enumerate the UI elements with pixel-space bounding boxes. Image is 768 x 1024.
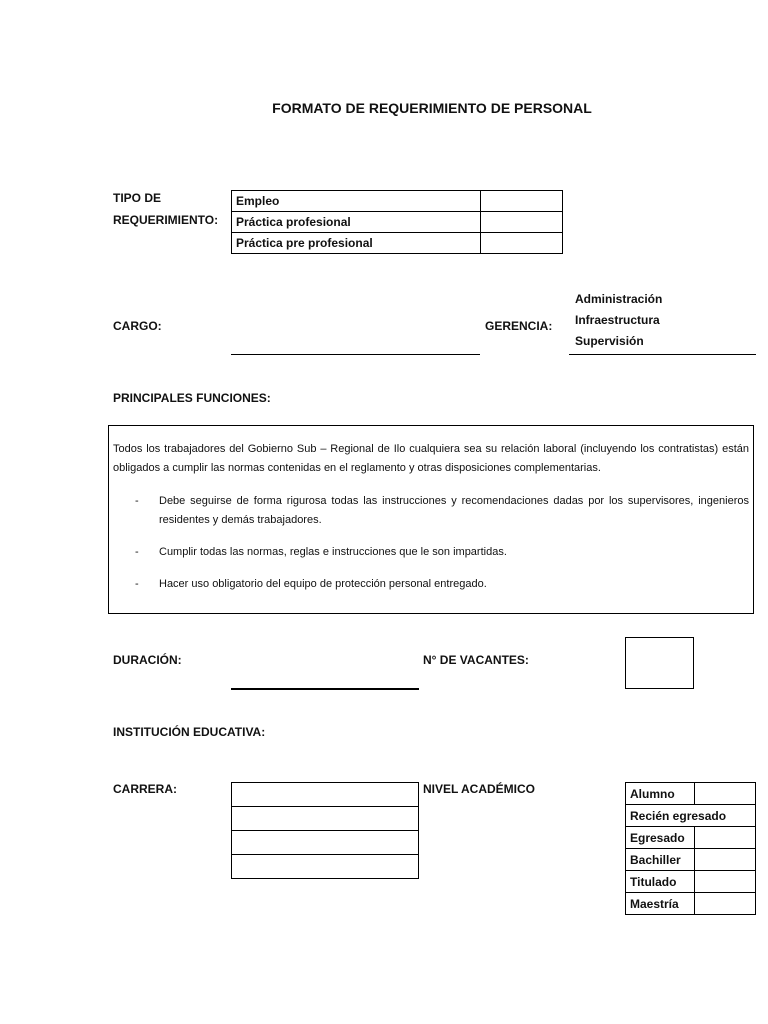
nivel-row-alumno bbox=[626, 783, 756, 805]
nivel-option-bachiller: Bachiller bbox=[626, 849, 695, 871]
cargo-field-line[interactable] bbox=[231, 354, 480, 355]
nivel-row-recien-egresado bbox=[626, 805, 756, 827]
funciones-bullet-2 bbox=[113, 543, 749, 562]
gerencia-option-administracion: Administración bbox=[575, 292, 663, 306]
carrera-field-3[interactable] bbox=[232, 831, 419, 855]
nivel-checkbox-alumno[interactable] bbox=[695, 783, 756, 805]
funciones-bullet-3-text: Hacer uso obligatorio del equipo de protección personal entregado. bbox=[159, 578, 487, 590]
nivel-row-egresado bbox=[626, 827, 756, 849]
nivel-option-recien-egresado[interactable]: Recién egresado bbox=[626, 805, 756, 827]
dash-bullet-icon: - bbox=[135, 495, 139, 507]
nivel-option-maestria: Maestría bbox=[626, 893, 695, 915]
nivel-row-bachiller bbox=[626, 849, 756, 871]
tipo-checkbox-empleo[interactable] bbox=[481, 191, 563, 212]
gerencia-label: GERENCIA: bbox=[485, 319, 553, 333]
nivel-option-egresado: Egresado bbox=[626, 827, 695, 849]
tipo-row-empleo bbox=[232, 191, 563, 212]
nivel-checkbox-titulado[interactable] bbox=[695, 871, 756, 893]
tipo-option-practica-pre-profesional: Práctica pre profesional bbox=[232, 233, 481, 254]
tipo-label-line1: TIPO DE bbox=[113, 191, 162, 205]
tipo-requerimiento-table bbox=[231, 190, 563, 254]
nivel-checkbox-bachiller[interactable] bbox=[695, 849, 756, 871]
institucion-label: INSTITUCIÓN EDUCATIVA: bbox=[113, 725, 266, 739]
funciones-bullet-1 bbox=[113, 492, 749, 530]
dash-bullet-icon: - bbox=[135, 578, 139, 590]
nivel-row-titulado bbox=[626, 871, 756, 893]
tipo-row-practica-profesional bbox=[232, 212, 563, 233]
funciones-bullet-2-text: Cumplir todas las normas, reglas e instrucciones que le son impartidas. bbox=[159, 546, 507, 558]
carrera-table bbox=[231, 782, 419, 879]
tipo-row-practica-pre-profesional bbox=[232, 233, 563, 254]
tipo-label-line2: REQUERIMIENTO: bbox=[113, 213, 219, 227]
nivel-checkbox-maestria[interactable] bbox=[695, 893, 756, 915]
funciones-bullet-3 bbox=[113, 575, 749, 594]
nivel-option-titulado: Titulado bbox=[626, 871, 695, 893]
cargo-label: CARGO: bbox=[113, 319, 162, 333]
funciones-bullet-1-text: Debe seguirse de forma rigurosa todas las instrucciones y recomendaciones dadas por los supervisores, ingenieros residentes y demás trabajadores. bbox=[159, 495, 749, 526]
dash-bullet-icon: - bbox=[135, 546, 139, 558]
nivel-label: NIVEL ACADÉMICO bbox=[423, 782, 536, 796]
nivel-table bbox=[625, 782, 756, 915]
tipo-option-empleo: Empleo bbox=[232, 191, 481, 212]
gerencia-option-infraestructura: Infraestructura bbox=[575, 313, 660, 327]
duracion-field-line[interactable] bbox=[231, 688, 419, 690]
vacantes-label: N° DE VACANTES: bbox=[423, 653, 529, 667]
tipo-option-practica-profesional: Práctica profesional bbox=[232, 212, 481, 233]
funciones-box bbox=[108, 425, 754, 614]
tipo-checkbox-practica-pre-profesional[interactable] bbox=[481, 233, 563, 254]
page-title: FORMATO DE REQUERIMIENTO DE PERSONAL bbox=[272, 100, 592, 116]
carrera-label: CARRERA: bbox=[113, 782, 177, 796]
duracion-label: DURACIÓN: bbox=[113, 653, 182, 667]
gerencia-option-supervision: Supervisión bbox=[575, 334, 644, 348]
gerencia-field-line[interactable] bbox=[569, 354, 756, 355]
carrera-field-4[interactable] bbox=[232, 855, 419, 879]
carrera-field-1[interactable] bbox=[232, 783, 419, 807]
vacantes-field[interactable] bbox=[625, 637, 694, 689]
nivel-option-alumno: Alumno bbox=[626, 783, 695, 805]
carrera-field-2[interactable] bbox=[232, 807, 419, 831]
tipo-checkbox-practica-profesional[interactable] bbox=[481, 212, 563, 233]
nivel-row-maestria bbox=[626, 893, 756, 915]
funciones-intro: Todos los trabajadores del Gobierno Sub – Regional de Ilo cualquiera sea su relación laboral (incluyendo los contratistas) están obligados a cumplir las normas contenidas en el reglamento y otras disposiciones complementarias. bbox=[113, 443, 749, 474]
nivel-checkbox-egresado[interactable] bbox=[695, 827, 756, 849]
funciones-label: PRINCIPALES FUNCIONES: bbox=[113, 391, 271, 405]
